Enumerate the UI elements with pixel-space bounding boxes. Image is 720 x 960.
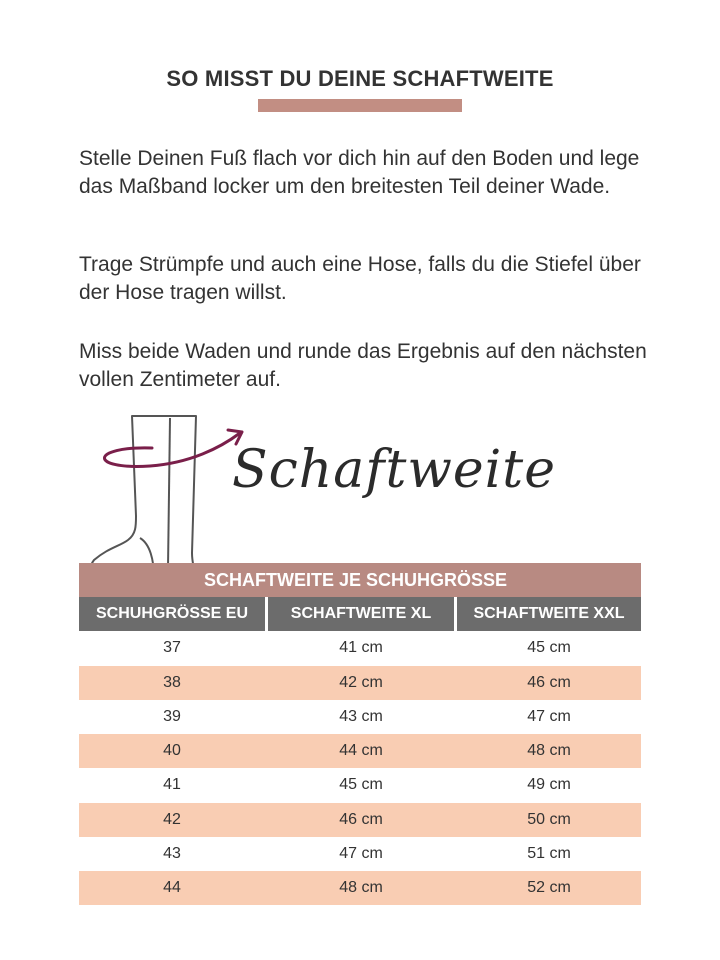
table-row [79, 803, 641, 837]
shoe-size-cell: 38 [163, 674, 181, 691]
shoe-size-cell: 40 [163, 742, 181, 759]
table-row [79, 700, 641, 734]
shoe-size-cell: 42 [163, 811, 181, 828]
xl-width-cell: 43 cm [339, 708, 383, 725]
shoe-size-cell: 41 [163, 776, 181, 793]
instruction-paragraph-1: Stelle Deinen Fuß flach vor dich hin auf den Boden und lege das Maßband locker um den breitesten Teil deiner Wade. [79, 147, 640, 198]
shoe-size-cell: 39 [163, 708, 181, 725]
page-title: SO MISST DU DEINE SCHAFTWEITE [166, 66, 554, 91]
xxl-width-cell: 47 cm [527, 708, 571, 725]
shoe-size-cell: 37 [163, 639, 181, 656]
column-header-xxl: SCHAFTWEITE XXL [457, 597, 641, 631]
table-row [79, 871, 641, 905]
schaftweite-script-label: Schaftweite [232, 440, 556, 500]
boot-icon [90, 416, 196, 586]
xl-width-cell: 44 cm [339, 742, 383, 759]
xl-width-cell: 41 cm [339, 639, 383, 656]
xl-width-cell: 47 cm [339, 845, 383, 862]
column-header-shoe-size: SCHUHGRÖSSE EU [79, 597, 265, 631]
xxl-width-cell: 51 cm [527, 845, 571, 862]
xxl-width-cell: 46 cm [527, 674, 571, 691]
xl-width-cell: 46 cm [339, 811, 383, 828]
column-header-xl: SCHAFTWEITE XL [268, 597, 454, 631]
instruction-paragraph-2: Trage Strümpfe und auch eine Hose, falls du die Stiefel über der Hose tragen willst. [79, 253, 641, 304]
xxl-width-cell: 50 cm [527, 811, 571, 828]
xxl-width-cell: 48 cm [527, 742, 571, 759]
table-row [79, 666, 641, 700]
instruction-paragraph-3: Miss beide Waden und runde das Ergebnis auf den nächsten vollen Zentimeter auf. [79, 340, 647, 391]
title-underline-bar [258, 99, 462, 112]
xl-width-cell: 48 cm [339, 879, 383, 896]
table-row [79, 631, 641, 665]
xxl-width-cell: 52 cm [527, 879, 571, 896]
table-title: SCHAFTWEITE JE SCHUHGRÖSSE [79, 563, 641, 597]
xxl-width-cell: 45 cm [527, 639, 571, 656]
xl-width-cell: 45 cm [339, 776, 383, 793]
xxl-width-cell: 49 cm [527, 776, 571, 793]
table-row [79, 734, 641, 768]
shoe-size-cell: 44 [163, 879, 181, 896]
shoe-size-cell: 43 [163, 845, 181, 862]
table-row [79, 768, 641, 802]
xl-width-cell: 42 cm [339, 674, 383, 691]
table-row [79, 837, 641, 871]
